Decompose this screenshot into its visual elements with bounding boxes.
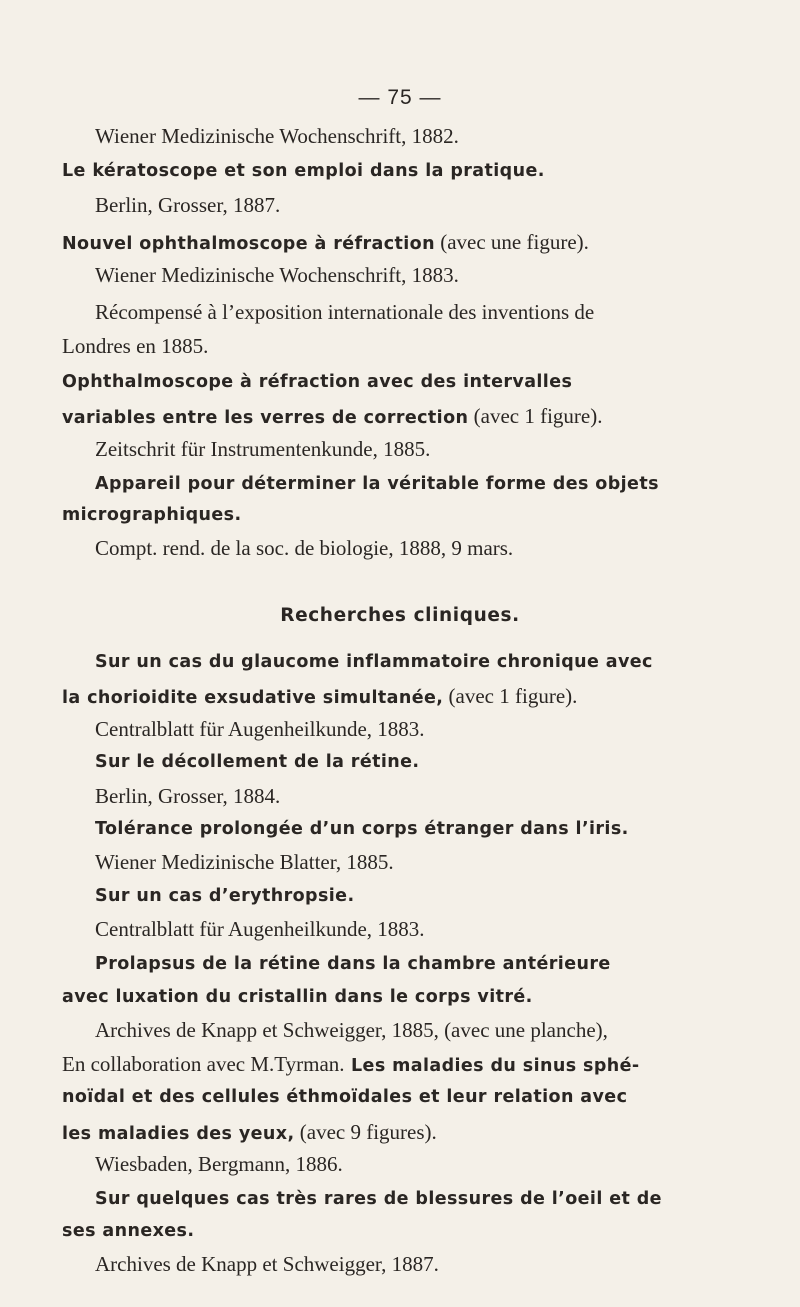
text-line bbox=[62, 1120, 762, 1145]
text-line bbox=[95, 850, 755, 875]
work-title: Tolérance prolongée d’un corps étranger dans l’iris. bbox=[95, 819, 629, 839]
text-line bbox=[95, 124, 755, 149]
text-line bbox=[95, 717, 755, 742]
citation-text: Berlin, Grosser, 1887. bbox=[95, 193, 281, 217]
work-title: avec luxation du cristallin dans le corps vitré. bbox=[62, 987, 533, 1007]
citation-text: Compt. rend. de la soc. de biologie, 1888, 9 mars. bbox=[95, 536, 514, 560]
text-line bbox=[95, 1152, 755, 1177]
work-title: noïdal et des cellules éthmoïdales et leur relation avec bbox=[62, 1087, 628, 1107]
text-line bbox=[95, 437, 755, 462]
work-title: les maladies des yeux, bbox=[62, 1124, 295, 1144]
text-line bbox=[95, 917, 755, 942]
work-title: Nouvel ophthalmoscope à réfraction bbox=[62, 234, 435, 254]
text-line bbox=[62, 1221, 762, 1241]
citation-text: Centralblatt für Augenheilkunde, 1883. bbox=[95, 717, 425, 741]
text-line bbox=[95, 193, 755, 218]
text-line bbox=[62, 987, 762, 1007]
text-line bbox=[95, 886, 755, 906]
work-title: Les maladies du sinus sphé- bbox=[344, 1056, 640, 1076]
text-line bbox=[62, 230, 762, 255]
work-title: Sur un cas d’erythropsie. bbox=[95, 886, 355, 906]
work-title: Prolapsus de la rétine dans la chambre antérieure bbox=[95, 954, 611, 974]
citation-text: Berlin, Grosser, 1884. bbox=[95, 784, 281, 808]
citation-text: Wiener Medizinische Wochenschrift, 1882. bbox=[95, 124, 459, 148]
work-title: variables entre les verres de correction bbox=[62, 408, 469, 428]
page-number: — 75 — bbox=[358, 86, 442, 109]
citation-text: (avec 1 figure). bbox=[443, 684, 578, 708]
citation-text: Londres en 1885. bbox=[62, 334, 209, 358]
citation-text: Wiener Medizinische Blatter, 1885. bbox=[95, 850, 394, 874]
work-title: Appareil pour déterminer la véritable forme des objets bbox=[95, 474, 659, 494]
citation-text: Archives de Knapp et Schweigger, 1885, (avec une planche), bbox=[95, 1018, 608, 1042]
work-title: ses annexes. bbox=[62, 1221, 195, 1241]
citation-text: (avec 9 figures). bbox=[294, 1120, 437, 1144]
citation-text: (avec 1 figure). bbox=[468, 404, 603, 428]
text-line bbox=[62, 404, 762, 429]
text-line bbox=[95, 784, 755, 809]
text-line bbox=[62, 505, 762, 525]
text-line bbox=[95, 300, 755, 325]
text-line bbox=[95, 652, 755, 672]
text-line bbox=[95, 474, 755, 494]
citation-text: Archives de Knapp et Schweigger, 1887. bbox=[95, 1252, 439, 1276]
text-line bbox=[62, 161, 762, 181]
text-line bbox=[95, 263, 755, 288]
work-title: Sur quelques cas très rares de blessures de l’oeil et de bbox=[95, 1189, 662, 1209]
citation-text: Zeitschrit für Instrumentenkunde, 1885. bbox=[95, 437, 431, 461]
text-line bbox=[62, 334, 762, 359]
text-line bbox=[62, 1052, 762, 1077]
work-title: Ophthalmoscope à réfraction avec des intervalles bbox=[62, 372, 573, 392]
text-line bbox=[95, 536, 755, 561]
text-line bbox=[95, 1252, 755, 1277]
text-line bbox=[62, 684, 762, 709]
citation-text: Centralblatt für Augenheilkunde, 1883. bbox=[95, 917, 425, 941]
text-line bbox=[95, 1189, 755, 1209]
text-line bbox=[62, 1087, 762, 1107]
citation-text: Récompensé à l’exposition internationale des inventions de bbox=[95, 300, 595, 324]
citation-text: Wiesbaden, Bergmann, 1886. bbox=[95, 1152, 343, 1176]
text-line bbox=[62, 372, 762, 392]
section-heading: Recherches cliniques. bbox=[280, 605, 520, 626]
work-title: Sur un cas du glaucome inflammatoire chronique avec bbox=[95, 652, 653, 672]
citation-text: (avec une figure). bbox=[434, 230, 589, 254]
work-title: Le kératoscope et son emploi dans la pratique. bbox=[62, 161, 545, 181]
work-title: la chorioidite exsudative simultanée, bbox=[62, 688, 444, 708]
text-line bbox=[95, 819, 755, 839]
text-line bbox=[95, 1018, 755, 1043]
citation-text: En collaboration avec M.Tyrman. bbox=[62, 1052, 345, 1076]
work-title: Sur le décollement de la rétine. bbox=[95, 752, 420, 772]
text-line bbox=[95, 752, 755, 772]
text-line bbox=[95, 954, 755, 974]
citation-text: Wiener Medizinische Wochenschrift, 1883. bbox=[95, 263, 459, 287]
work-title: micrographiques. bbox=[62, 505, 242, 525]
